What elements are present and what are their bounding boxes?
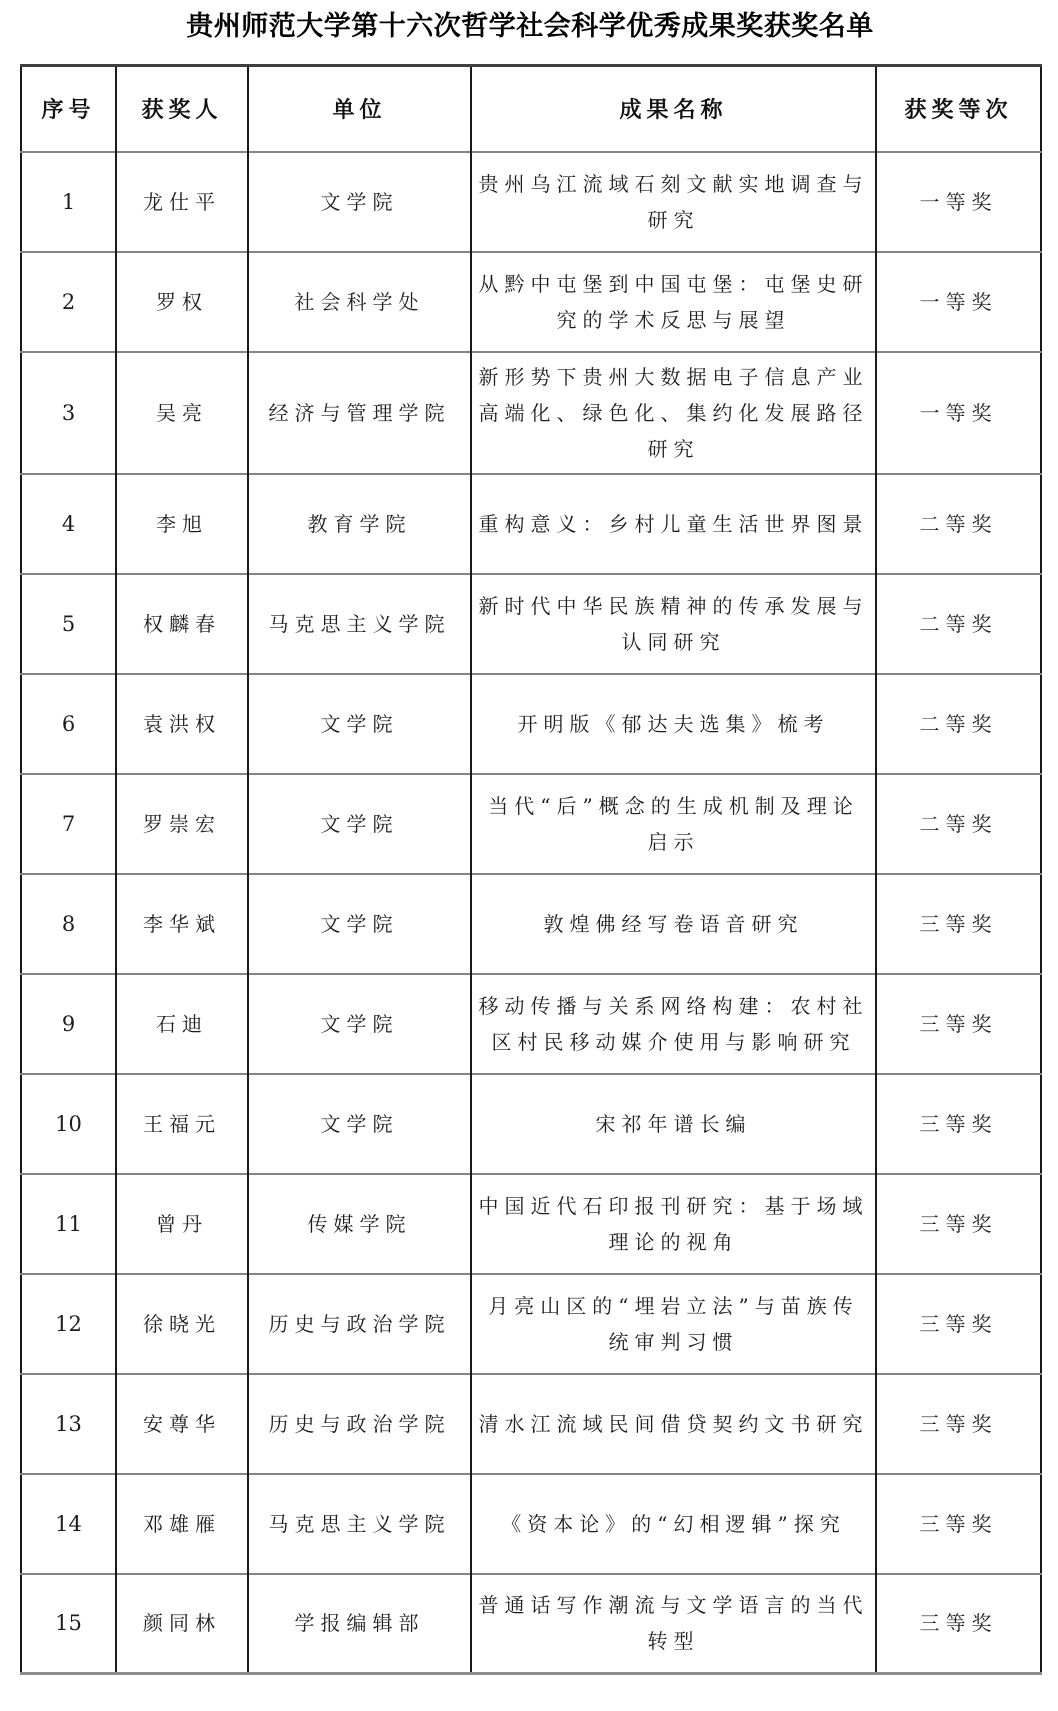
cell-unit: 马克思主义学院 (248, 1474, 471, 1574)
table-row (21, 252, 1041, 352)
cell-index: 6 (21, 674, 116, 774)
awards-table-head (21, 66, 1041, 152)
cell-unit: 文学院 (248, 874, 471, 974)
cell-index: 15 (21, 1574, 116, 1674)
cell-award-level: 二等奖 (876, 774, 1041, 874)
cell-award-level: 三等奖 (876, 1274, 1041, 1374)
cell-award-level: 三等奖 (876, 1074, 1041, 1174)
column-header-winner: 获奖人 (116, 66, 248, 152)
cell-work-title: 普通话写作潮流与文学语言的当代转型 (471, 1574, 876, 1674)
table-row (21, 774, 1041, 874)
cell-index: 8 (21, 874, 116, 974)
cell-work-title: 移动传播与关系网络构建：农村社区村民移动媒介使用与影响研究 (471, 974, 876, 1074)
table-row (21, 1374, 1041, 1474)
column-header-work-title: 成果名称 (471, 66, 876, 152)
cell-work-title: 宋祁年谱长编 (471, 1074, 876, 1174)
cell-work-title: 当代“后”概念的生成机制及理论启示 (471, 774, 876, 874)
cell-unit: 经济与管理学院 (248, 352, 471, 474)
table-row (21, 474, 1041, 574)
cell-index: 12 (21, 1274, 116, 1374)
cell-winner-name: 李华斌 (116, 874, 248, 974)
cell-index: 10 (21, 1074, 116, 1174)
table-row (21, 152, 1041, 252)
cell-index: 14 (21, 1474, 116, 1574)
cell-award-level: 三等奖 (876, 974, 1041, 1074)
cell-unit: 传媒学院 (248, 1174, 471, 1274)
header-row (21, 66, 1041, 152)
cell-winner-name: 邓雄雁 (116, 1474, 248, 1574)
cell-index: 3 (21, 352, 116, 474)
cell-work-title: 新形势下贵州大数据电子信息产业高端化、绿色化、集约化发展路径研究 (471, 352, 876, 474)
cell-unit: 文学院 (248, 152, 471, 252)
cell-winner-name: 李旭 (116, 474, 248, 574)
cell-work-title: 清水江流域民间借贷契约文书研究 (471, 1374, 876, 1474)
column-header-unit: 单位 (248, 66, 471, 152)
cell-work-title: 开明版《郁达夫选集》梳考 (471, 674, 876, 774)
cell-winner-name: 龙仕平 (116, 152, 248, 252)
cell-work-title: 重构意义：乡村儿童生活世界图景 (471, 474, 876, 574)
table-row (21, 974, 1041, 1074)
table-row (21, 874, 1041, 974)
cell-work-title: 从黔中屯堡到中国屯堡：屯堡史研究的学术反思与展望 (471, 252, 876, 352)
table-row (21, 1174, 1041, 1274)
table-row (21, 1074, 1041, 1174)
cell-winner-name: 吴亮 (116, 352, 248, 474)
cell-award-level: 一等奖 (876, 252, 1041, 352)
cell-award-level: 二等奖 (876, 474, 1041, 574)
cell-unit: 历史与政治学院 (248, 1374, 471, 1474)
cell-winner-name: 王福元 (116, 1074, 248, 1174)
cell-index: 13 (21, 1374, 116, 1474)
cell-index: 2 (21, 252, 116, 352)
cell-work-title: 贵州乌江流域石刻文献实地调查与研究 (471, 152, 876, 252)
cell-award-level: 三等奖 (876, 1174, 1041, 1274)
cell-award-level: 一等奖 (876, 152, 1041, 252)
cell-winner-name: 罗崇宏 (116, 774, 248, 874)
awards-table-body (21, 152, 1041, 1674)
awards-table (20, 64, 1042, 1675)
table-row (21, 1274, 1041, 1374)
cell-award-level: 三等奖 (876, 1574, 1041, 1674)
cell-winner-name: 石迪 (116, 974, 248, 1074)
cell-work-title: 新时代中华民族精神的传承发展与认同研究 (471, 574, 876, 674)
cell-winner-name: 颜同林 (116, 1574, 248, 1674)
cell-unit: 社会科学处 (248, 252, 471, 352)
cell-unit: 马克思主义学院 (248, 574, 471, 674)
cell-winner-name: 权麟春 (116, 574, 248, 674)
cell-winner-name: 袁洪权 (116, 674, 248, 774)
document-page (20, 8, 1040, 1675)
cell-winner-name: 徐晓光 (116, 1274, 248, 1374)
cell-index: 4 (21, 474, 116, 574)
cell-work-title: 《资本论》的“幻相逻辑”探究 (471, 1474, 876, 1574)
cell-unit: 文学院 (248, 974, 471, 1074)
cell-work-title: 敦煌佛经写卷语音研究 (471, 874, 876, 974)
cell-winner-name: 曾丹 (116, 1174, 248, 1274)
cell-index: 9 (21, 974, 116, 1074)
cell-index: 1 (21, 152, 116, 252)
cell-winner-name: 罗权 (116, 252, 248, 352)
cell-award-level: 三等奖 (876, 874, 1041, 974)
table-row (21, 1574, 1041, 1674)
cell-award-level: 三等奖 (876, 1374, 1041, 1474)
cell-unit: 文学院 (248, 674, 471, 774)
cell-index: 7 (21, 774, 116, 874)
cell-award-level: 三等奖 (876, 1474, 1041, 1574)
table-row (21, 352, 1041, 474)
cell-award-level: 二等奖 (876, 674, 1041, 774)
table-row (21, 674, 1041, 774)
cell-award-level: 二等奖 (876, 574, 1041, 674)
cell-unit: 文学院 (248, 1074, 471, 1174)
cell-unit: 文学院 (248, 774, 471, 874)
cell-unit: 学报编辑部 (248, 1574, 471, 1674)
cell-unit: 历史与政治学院 (248, 1274, 471, 1374)
cell-award-level: 一等奖 (876, 352, 1041, 474)
column-header-index: 序号 (21, 66, 116, 152)
cell-index: 5 (21, 574, 116, 674)
cell-winner-name: 安尊华 (116, 1374, 248, 1474)
table-row (21, 574, 1041, 674)
table-row (21, 1474, 1041, 1574)
page-title: 贵州师范大学第十六次哲学社会科学优秀成果奖获奖名单 (186, 11, 874, 42)
cell-unit: 教育学院 (248, 474, 471, 574)
cell-work-title: 中国近代石印报刊研究：基于场域理论的视角 (471, 1174, 876, 1274)
cell-index: 11 (21, 1174, 116, 1274)
column-header-award-level: 获奖等次 (876, 66, 1041, 152)
cell-work-title: 月亮山区的“埋岩立法”与苗族传统审判习惯 (471, 1274, 876, 1374)
